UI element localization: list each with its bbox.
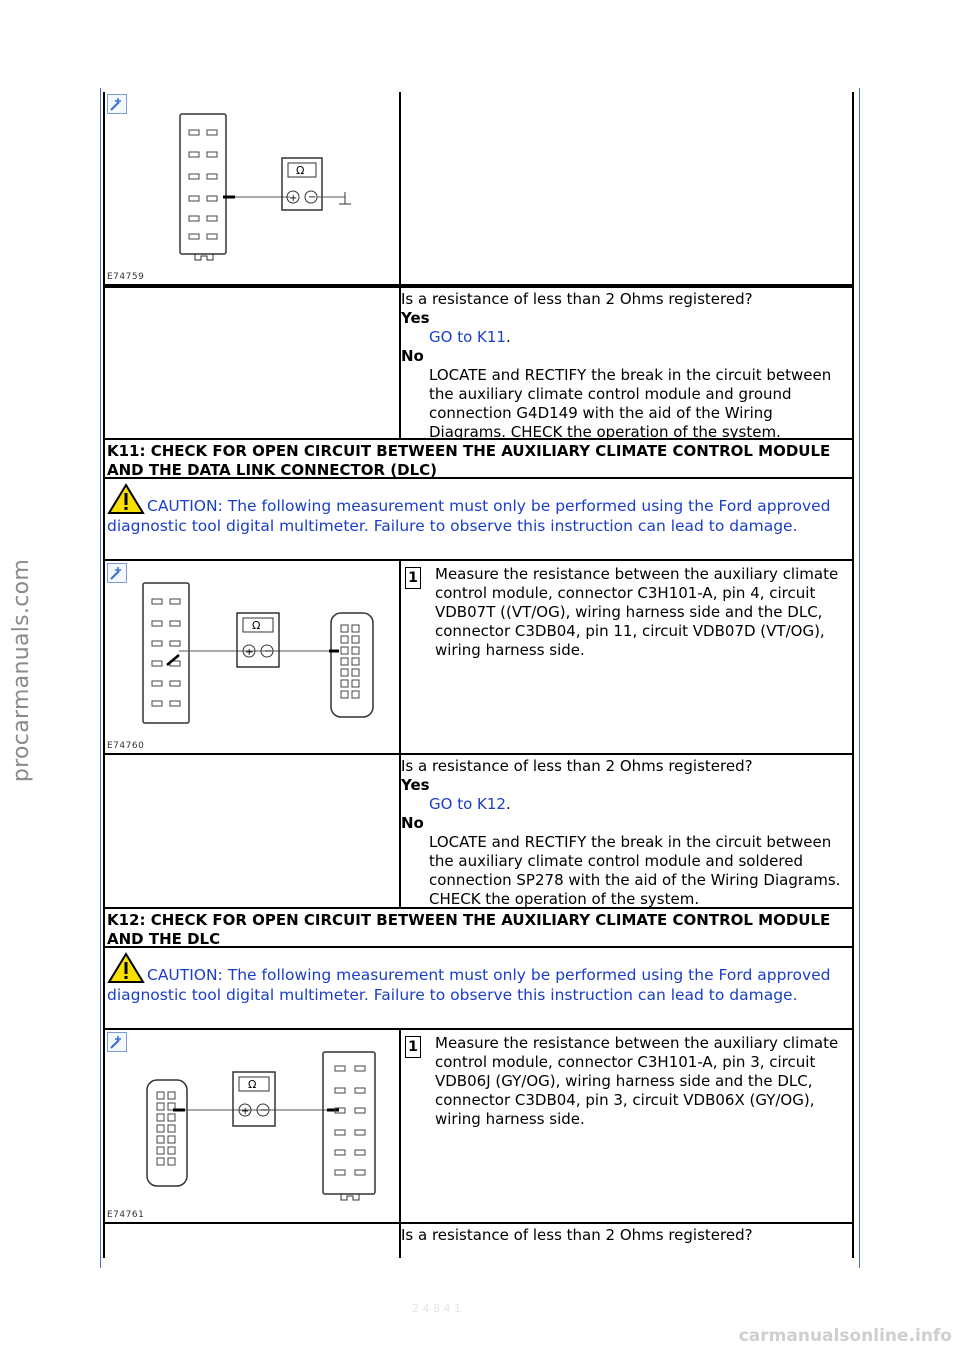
svg-text:+: +: [289, 193, 298, 204]
result-right-1: [401, 288, 852, 441]
wiring-diagram-3: [105, 1030, 399, 1222]
zoom-in-icon[interactable]: [107, 94, 127, 114]
question: Is a resistance of less than 2 Ohms registered?: [401, 290, 753, 308]
right-margin-rule: [859, 88, 860, 1268]
step-text: Measure the resistance between the auxiliary climate control module, connector C3H101-A, pin 4, circuit VDB07T ((VT/OG), wiring harness side and the DLC, connector C3DB04, pin 11, circuit VDB07D (VT/OG), wiring harness side.: [435, 565, 839, 659]
k11-heading-row: [103, 440, 854, 479]
go-to-k12-link[interactable]: GO to K12: [429, 795, 506, 813]
k11-caution-row: [103, 479, 854, 561]
question: Is a resistance of less than 2 Ohms registered?: [401, 757, 753, 775]
result-left-3: [105, 1224, 401, 1258]
yes-action: GO to K11.: [429, 328, 511, 346]
figure-id: E74760: [107, 741, 145, 751]
step-text: Measure the resistance between the auxiliary climate control module, connector C3H101-A, pin 3, circuit VDB06J (GY/OG), wiring harness side and the DLC, connector C3DB04, pin 3, circuit VDB06X (GY/OG), wiring harness side.: [435, 1034, 839, 1128]
side-watermark: procarmanuals.com: [9, 558, 35, 782]
result-right-3: [401, 1224, 852, 1258]
no-action: LOCATE and RECTIFY the break in the circuit between the auxiliary climate control module and soldered connection SP278 with the aid of the Wiring Diagrams. CHECK the operation of the system.: [429, 833, 841, 908]
k12-step-row: [103, 1030, 854, 1224]
k11-step: [401, 561, 852, 753]
no-action: LOCATE and RECTIFY the break in the circuit between the auxiliary climate control module and ground connection G4D149 with the aid of the Wiring Diagrams. CHECK the operation of the system.: [429, 366, 832, 441]
k11-step-row: [103, 561, 854, 755]
figure-cell-3: [105, 1030, 401, 1222]
k11-heading: K11: CHECK FOR OPEN CIRCUIT BETWEEN THE AUXILIARY CLIMATE CONTROL MODULE AND THE DATA LINK CONNECTOR (DLC): [107, 442, 831, 479]
zoom-in-icon[interactable]: [107, 563, 127, 583]
svg-text:−: −: [308, 192, 317, 203]
figure-note-1: [401, 92, 852, 284]
result-left-2: [105, 755, 401, 907]
left-margin-rule: [100, 88, 101, 1268]
result-right-2: [401, 755, 852, 907]
k12-caution-row: [103, 948, 854, 1030]
k12-caution: CAUTION: The following measurement must only be performed using the Ford approved diagnostic tool digital multimeter. Failure to observe this instruction can lead to damage.: [105, 948, 852, 1005]
go-to-k11-link[interactable]: GO to K11: [429, 328, 506, 346]
procedure-table: [103, 92, 854, 1258]
wiring-diagram-2: [105, 561, 399, 753]
k12-heading-row: [103, 909, 854, 948]
yes-label: Yes: [401, 309, 430, 327]
step-number: 1: [405, 1036, 421, 1058]
yes-label: Yes: [401, 776, 430, 794]
zoom-in-icon[interactable]: [107, 1032, 127, 1052]
svg-text:Ω: Ω: [252, 619, 261, 632]
k11-caution: CAUTION: The following measurement must only be performed using the Ford approved diagnostic tool digital multimeter. Failure to observe this instruction can lead to damage.: [105, 479, 852, 536]
result-row-3: [103, 1224, 854, 1258]
figure-id: E74761: [107, 1210, 145, 1220]
svg-text:+: +: [241, 1106, 250, 1117]
figure-cell-1: [105, 92, 401, 284]
figure-row-1: [103, 92, 854, 286]
step-number: 1: [405, 567, 421, 589]
no-label: No: [401, 814, 424, 832]
figure-cell-2: [105, 561, 401, 753]
figure-id: E74759: [107, 272, 145, 282]
warning-triangle-icon: [107, 483, 145, 515]
svg-text:Ω: Ω: [296, 164, 305, 177]
svg-text:+: +: [245, 647, 254, 658]
result-row-1: [103, 286, 854, 440]
result-row-2: [103, 755, 854, 909]
result-left-1: [105, 288, 401, 438]
no-label: No: [401, 347, 424, 365]
page-number: 2 4 8 4 1: [412, 1302, 461, 1315]
wiring-diagram-1: [105, 92, 399, 284]
yes-action: GO to K12.: [429, 795, 511, 813]
bottom-watermark: carmanualsonline.info: [738, 1326, 952, 1346]
k12-heading: K12: CHECK FOR OPEN CIRCUIT BETWEEN THE AUXILIARY CLIMATE CONTROL MODULE AND THE DLC: [107, 911, 831, 948]
svg-text:−: −: [260, 1105, 269, 1116]
svg-text:Ω: Ω: [248, 1078, 257, 1091]
k12-step: [401, 1030, 852, 1222]
question: Is a resistance of less than 2 Ohms registered?: [401, 1226, 753, 1244]
svg-text:−: −: [264, 646, 273, 657]
warning-triangle-icon: [107, 952, 145, 984]
